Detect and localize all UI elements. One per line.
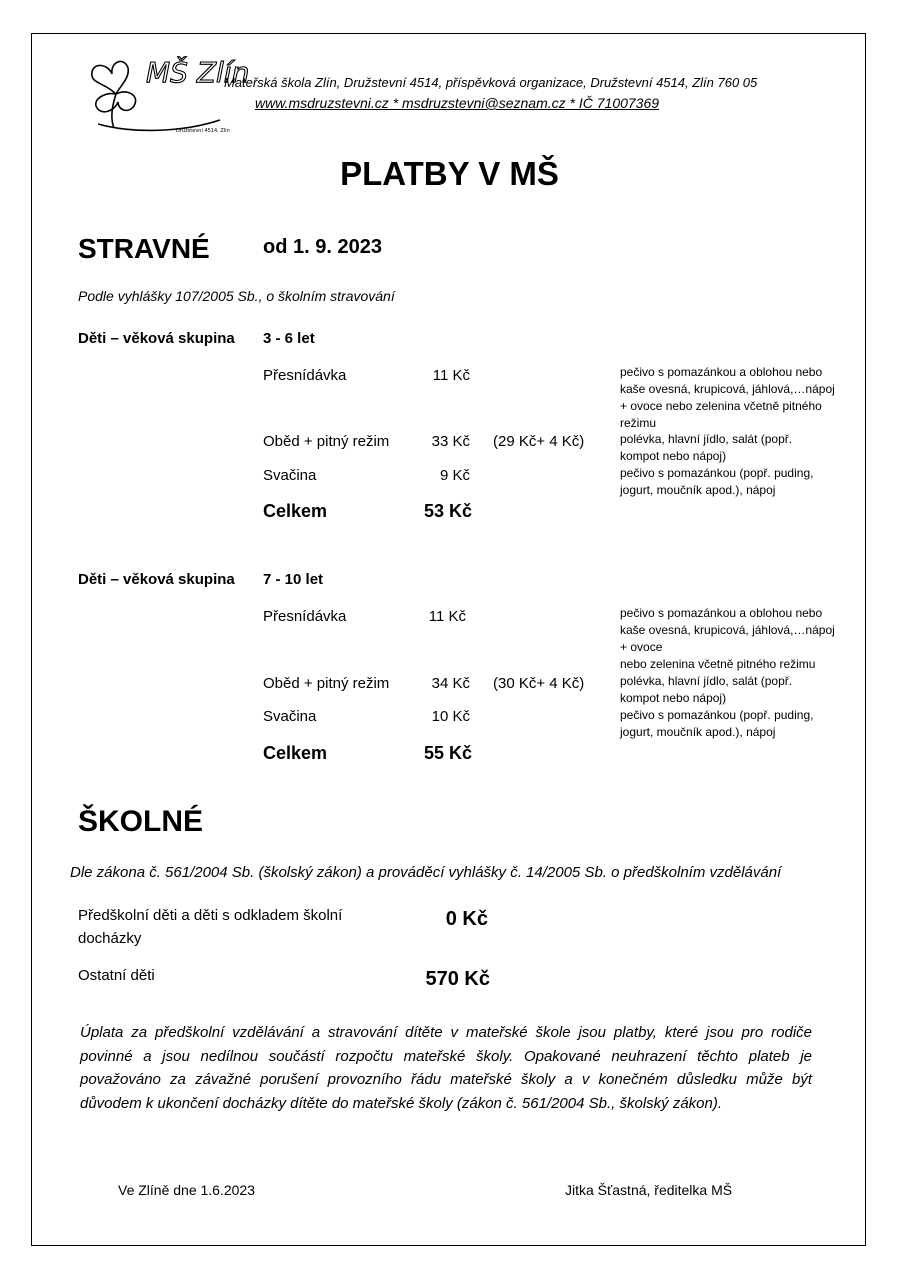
meal-description: pečivo s pomazánkou (popř. puding, jogurt, moučník apod.), nápoj — [620, 466, 814, 497]
fee-amount: 570 Kč — [425, 968, 490, 990]
page-title: PLATBY V MŠ — [340, 155, 559, 192]
meal-description: pečivo s pomazánkou a oblohou nebo kaše ovesná, krupicová, jáhlová,…nápoj + ovoce nebo zelenina včetně pitného režimu — [620, 606, 835, 671]
group-label: Děti – věková skupina — [78, 330, 235, 347]
meal-price: 11 Kč — [428, 608, 466, 625]
meal-price: 34 Kč — [431, 675, 470, 692]
meal-name: Přesnídávka — [263, 608, 347, 625]
meal-name: Svačina — [263, 708, 317, 725]
meal-price: 11 Kč — [432, 367, 470, 384]
meal-name: Přesnídávka — [263, 367, 347, 384]
fee-label: Předškolní děti a děti s odkladem školní docházky — [78, 907, 343, 947]
school-logo — [84, 52, 250, 136]
meal-price: 10 Kč — [431, 708, 470, 725]
meal-name: Oběd + pitný režim — [263, 433, 390, 450]
meal-description: polévka, hlavní jídlo, salát (popř. kompot nebo nápoj) — [620, 674, 793, 705]
meal-price-split: (29 Kč+ 4 Kč) — [493, 433, 585, 450]
fee-label: Ostatní děti — [78, 967, 155, 984]
logo-wordmark: MŠ Zlín — [146, 56, 250, 89]
meal-name: Svačina — [263, 467, 317, 484]
fee-amount: 0 Kč — [445, 908, 488, 930]
signature: Jitka Šťastná, ředitelka MŠ — [565, 1182, 733, 1198]
total-value: 55 Kč — [423, 743, 472, 763]
payment-note: Úplata za předškolní vzdělávání a stravování dítěte v mateřské škole jsou platby, které jsou pro rodiče povinné a jsou nedílnou součástí rozpočtu mateřské školy. Opakované neuhrazení těchto plateb je považováno za závažné porušení provozního řádu mateřské školy a v konečném důsledku může být důvodem k ukončení docházky dítěte do mateřské školy (zákon č. 561/2004 Sb., školský zákon). — [80, 1024, 812, 1112]
total-label: Celkem — [263, 743, 328, 763]
meal-price: 33 Kč — [431, 433, 470, 450]
meal-price: 9 Kč — [439, 467, 470, 484]
skolne-heading: ŠKOLNÉ — [78, 805, 204, 838]
meal-description: polévka, hlavní jídlo, salát (popř. kompot nebo nápoj) — [620, 432, 793, 463]
total-value: 53 Kč — [423, 501, 472, 521]
stravne-law: Podle vyhlášky 107/2005 Sb., o školním stravování — [78, 288, 395, 304]
place-date: Ve Zlíně dne 1.6.2023 — [118, 1182, 255, 1198]
stravne-date: od 1. 9. 2023 — [263, 236, 382, 258]
school-contacts[interactable]: www.msdruzstevni.cz * msdruzstevni@seznam.cz * IČ 71007369 — [255, 95, 660, 111]
total-label: Celkem — [263, 501, 328, 521]
school-address: Mateřská škola Zlín, Družstevní 4514, příspěvková organizace, Družstevní 4514, Zlín 760 05 — [224, 75, 758, 90]
skolne-law: Dle zákona č. 561/2004 Sb. (školský zákon) a prováděcí vyhlášky č. 14/2005 Sb. o předškolním vzdělávání — [70, 864, 782, 881]
group-age: 7 - 10 let — [263, 571, 324, 588]
logo-subtext: Družstevní 4514, Zlín — [176, 128, 230, 134]
group-label: Děti – věková skupina — [78, 571, 235, 588]
meal-description: pečivo s pomazánkou a oblohou nebo kaše ovesná, krupicová, jáhlová,…nápoj + ovoce nebo zelenina včetně pitného režimu — [620, 365, 835, 430]
stravne-heading: STRAVNÉ — [78, 233, 210, 264]
group-age: 3 - 6 let — [263, 330, 315, 347]
meal-name: Oběd + pitný režim — [263, 675, 390, 692]
meal-description: pečivo s pomazánkou (popř. puding, jogurt, moučník apod.), nápoj — [620, 708, 814, 739]
meal-price-split: (30 Kč+ 4 Kč) — [493, 675, 585, 692]
